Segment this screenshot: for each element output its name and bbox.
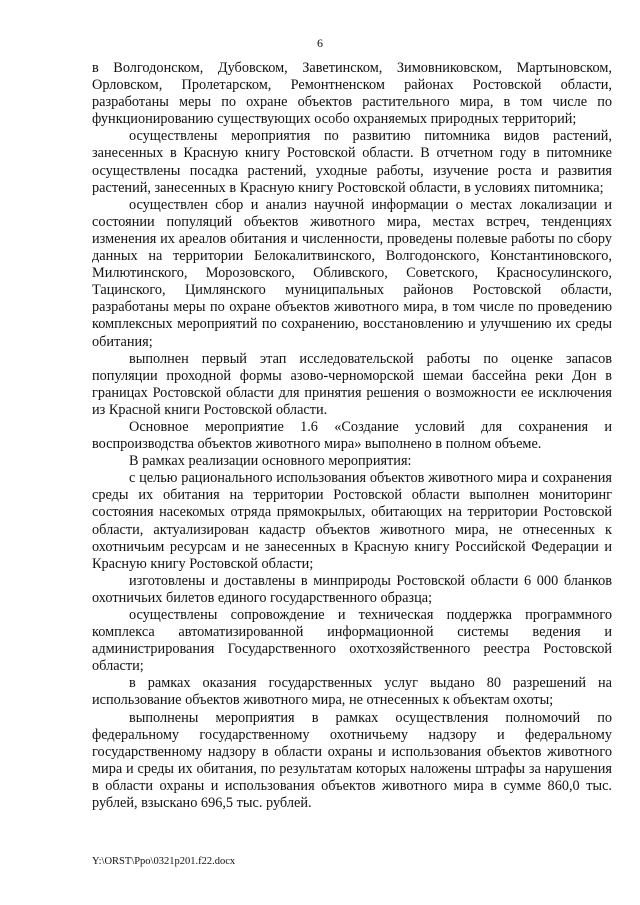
paragraph: с целью рационального использования объектов животного мира и сохранения среды их обитания на территории Ростовской области выполнен мониторинг состояния насекомых отряда прямокрылых, обитающих на территории Ростовской области, актуализирован кадастр объектов животного мира, не отнесенных к охотничьим ресурсам и не занесенных в Красную книгу Российской Федерации и Красную книгу Ростовской области; [92, 470, 612, 572]
paragraph: выполнен первый этап исследовательской работы по оценке запасов популяции проходной формы азово-черноморской шемаи бассейна реки Дон в границах Ростовской области для принятия решения о возможности ее исключения из Красной книги Ростовской области. [92, 350, 612, 418]
paragraph: выполнены мероприятия в рамках осуществления полномочий по федеральному государственному охотничьему надзору и федеральному государственному надзору в области охраны и использования объектов животного мира и среды их обитания, по результатам которых наложены штрафы за нарушения в области охраны и использования объектов животного мира в сумме 860,0 тыс. рублей, взыскано 696,5 тыс. рублей. [92, 709, 612, 812]
paragraph: в Волгодонском, Дубовском, Заветинском, Зимовниковском, Мартыновском, Орловском, Пролетарском, Ремонтненском районах Ростовской области, разработаны меры по охране объектов растительного мира, в том числе по функционированию существующих особо охраняемых природных территорий; [92, 60, 612, 128]
paragraph: В рамках реализации основного мероприятия: [129, 453, 412, 470]
paragraph: осуществлены мероприятия по развитию питомника видов растений, занесенных в Красную книгу Ростовской области. В отчетном году в питомнике осуществлены посадка растений, уходные работы, изучение роста и развития растений, занесенных в Красную книгу Ростовской области, в условиях питомника; [92, 128, 612, 196]
paragraph: осуществлен сбор и анализ научной информации о местах локализации и состоянии популяций объектов животного мира, местах встреч, тенденциях изменения их ареалов обитания и численности, проведены полевые работы по сбору данных на территории Белокалитвинского, Волгодонского, Константиновского, Милютинского, Морозовского, Обливского, Советского, Красносулинского, Тацинского, Цимлянского муниципальных районов Ростовской области, разработаны меры по охране объектов животного мира, в том числе по проведению комплексных мероприятий по сохранению, восстановлению и улучшению их среды обитания; [92, 196, 612, 350]
document-body [92, 60, 612, 812]
paragraph: изготовлены и доставлены в минприроды Ростовской области 6 000 бланков охотничьих билетов единого государственного образца; [92, 572, 612, 606]
paragraph: осуществлены сопровождение и техническая поддержка программного комплекса автоматизированной информационной системы ведения и администрирования Государственного охотхозяйственного реестра Ростовской области; [92, 607, 612, 675]
paragraph: Основное мероприятие 1.6 «Создание условий для сохранения и воспроизводства объектов животного мира» выполнено в полном объеме. [92, 418, 612, 453]
paragraph: в рамках оказания государственных услуг выдано 80 разрешений на использование объектов животного мира, не отнесенных к объектам охоты; [92, 675, 612, 709]
file-path-footer: Y:\ORST\Ppo\0321p201.f22.docx [92, 856, 236, 867]
page-number: 6 [317, 36, 323, 50]
